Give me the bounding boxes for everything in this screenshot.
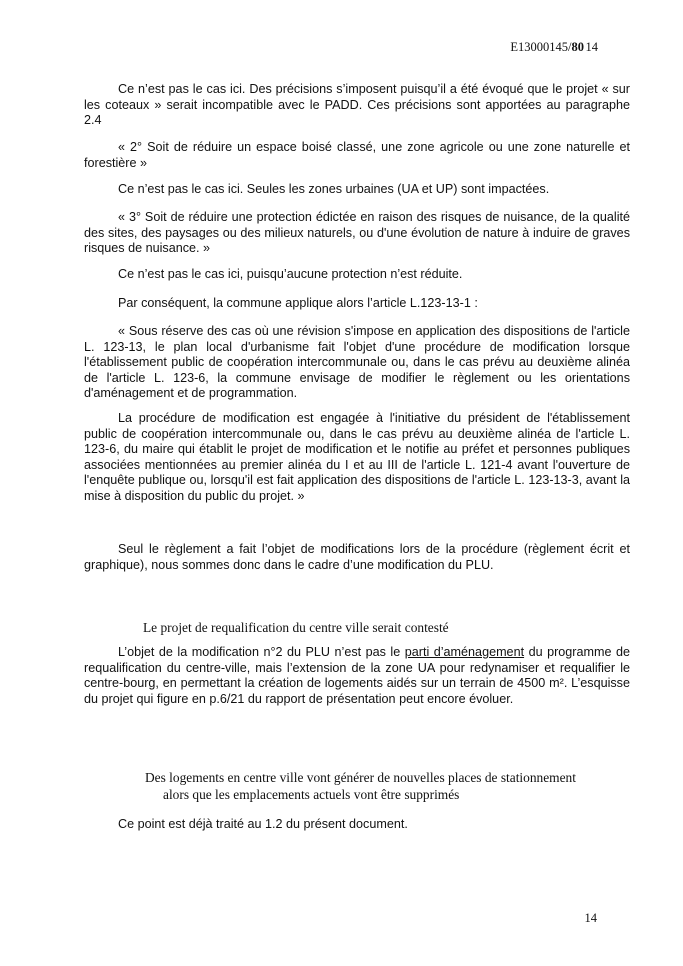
paragraph-1: Ce n’est pas le cas ici. Des précisions s’imposent puisqu’il a été évoqué que le projet « sur les coteaux » serait incompatible avec le PADD. Ces précisions sont apportées au paragraphe 2.4 bbox=[84, 82, 630, 127]
text-segment: L’objet de la modification n°2 du PLU n’est pas le bbox=[118, 645, 405, 659]
document-reference bbox=[510, 40, 584, 55]
underlined-term: parti d’aménagement bbox=[404, 645, 525, 659]
section-parking-text: Ce point est déjà traité au 1.2 du présent document. bbox=[118, 817, 408, 831]
section-requalification-text bbox=[84, 645, 630, 707]
paragraph-3: Ce n’est pas le cas ici. Seules les zones urbaines (UA et UP) sont impactées. bbox=[118, 182, 550, 196]
paragraph-5: Ce n’est pas le cas ici, puisqu’aucune protection n’est réduite. bbox=[118, 267, 463, 281]
text-segment: du programme de requalification du centre-ville, mais l’extension de la zone UA pour redynamiser et requalifier le centre-bourg, en permettant la création de logements aidés sur un terrain de 4500 m². L’esquisse du projet qui figure en p.6/21 du rapport de présentation peut encore évoluer. bbox=[84, 645, 631, 706]
paragraph-6: Par conséquent, la commune applique alors l’article L.123-13-1 : bbox=[118, 296, 478, 310]
header-page-number: 14 bbox=[585, 40, 598, 54]
reference-number: 80 bbox=[571, 40, 584, 54]
paragraph-4: « 3° Soit de réduire une protection édictée en raison des risques de nuisance, de la qualité des sites, des paysages ou des milieux naturels, ou d'une évolution de nature à induire de graves risques de nuisance. » bbox=[84, 210, 630, 255]
legal-quote-paragraph-2: La procédure de modification est engagée à l'initiative du président de l'établissement public de coopération intercommunale ou, dans le cas prévu au deuxième alinéa de l'article L. 123-6, du maire qui établit le projet de modification et le notifie au préfet et personnes publiques associées mentionnées au premier alinéa du I et au III de l'article L. 121-4 avant l'ouverture de l'enquête publique ou, lorsqu'il est fait application des dispositions de l'article L. 123-13-3, avant la mise à disposition du public du projet. » bbox=[84, 411, 630, 503]
footer-page-number: 14 bbox=[584, 911, 597, 925]
section-heading-parking-line-1: Des logements en centre ville vont générer de nouvelles places de stationnement bbox=[145, 770, 576, 785]
legal-quote-paragraph-1: « Sous réserve des cas où une révision s'impose en application des dispositions de l'article L. 123-13, le plan local d'urbanisme fait l'objet d'une procédure de modification lorsque l'établissement public de coopération intercommunale ou, dans le cas prévu au deuxième alinéa de l'article L. 123-6, la commune envisage de modifier le règlement ou les orientations d'aménagement et de programmation. bbox=[84, 324, 630, 400]
paragraph-2: « 2° Soit de réduire un espace boisé classé, une zone agricole ou une zone naturelle et forestière » bbox=[84, 140, 630, 170]
section-heading-parking-line-2: alors que les emplacements actuels vont être supprimés bbox=[163, 787, 460, 802]
section-heading-requalification: Le projet de requalification du centre ville serait contesté bbox=[143, 620, 449, 635]
reference-prefix: E13000145/ bbox=[510, 40, 572, 54]
paragraph-conclusion: Seul le règlement a fait l’objet de modifications lors de la procédure (règlement écrit et graphique), nous sommes donc dans le cadre d’une modification du PLU. bbox=[84, 542, 630, 572]
